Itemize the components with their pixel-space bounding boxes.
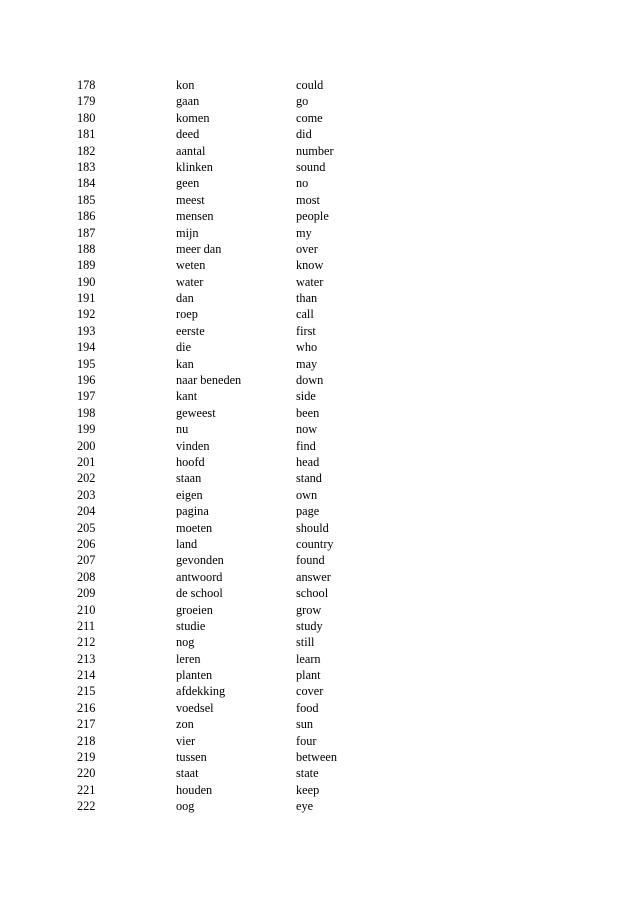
table-row [0, 405, 638, 421]
row-number: 213 [77, 651, 96, 666]
row-number: 180 [77, 110, 96, 125]
table-row [0, 208, 638, 224]
table-row [0, 93, 638, 109]
table-row [0, 552, 638, 568]
table-row [0, 683, 638, 699]
english-word: may [296, 356, 318, 371]
english-word: no [296, 176, 309, 191]
dutch-word: oog [176, 799, 195, 814]
table-row [0, 470, 638, 486]
table-row [0, 241, 638, 257]
dutch-word: hoofd [176, 454, 205, 469]
english-word: go [296, 94, 309, 109]
english-word: four [296, 733, 317, 748]
english-word: call [296, 307, 314, 322]
row-number: 193 [77, 323, 96, 338]
dutch-word: eerste [176, 323, 205, 338]
english-word: plant [296, 668, 321, 683]
dutch-word: gevonden [176, 553, 224, 568]
dutch-word: voedsel [176, 700, 214, 715]
dutch-word: weten [176, 258, 206, 273]
english-word: than [296, 291, 318, 306]
row-number: 205 [77, 520, 96, 535]
table-row [0, 602, 638, 618]
english-word: first [296, 323, 316, 338]
table-row [0, 634, 638, 650]
table-row [0, 159, 638, 175]
row-number: 215 [77, 684, 96, 699]
row-number: 202 [77, 471, 96, 486]
row-number: 217 [77, 717, 96, 732]
table-row [0, 323, 638, 339]
english-word: people [296, 209, 329, 224]
table-row [0, 749, 638, 765]
english-word: cover [296, 684, 324, 699]
dutch-word: geen [176, 176, 200, 191]
english-word: grow [296, 602, 322, 617]
table-row [0, 372, 638, 388]
table-row [0, 487, 638, 503]
dutch-word: dan [176, 291, 194, 306]
row-number: 190 [77, 274, 96, 289]
table-row [0, 569, 638, 585]
english-word: state [296, 766, 319, 781]
english-word: study [296, 618, 323, 633]
dutch-word: naar beneden [176, 373, 242, 388]
row-number: 207 [77, 553, 96, 568]
table-row [0, 782, 638, 798]
row-number: 208 [77, 569, 96, 584]
table-row [0, 454, 638, 470]
table-row [0, 225, 638, 241]
dutch-word: studie [176, 618, 206, 633]
row-number: 189 [77, 258, 96, 273]
table-row [0, 274, 638, 290]
row-number: 211 [77, 618, 95, 633]
dutch-word: nog [176, 635, 195, 650]
table-row [0, 765, 638, 781]
row-number: 195 [77, 356, 96, 371]
english-word: stand [296, 471, 322, 486]
table-row [0, 798, 638, 814]
english-word: learn [296, 651, 321, 666]
english-word: know [296, 258, 324, 273]
word-list-table [0, 77, 638, 815]
row-number: 216 [77, 700, 96, 715]
english-word: own [296, 487, 318, 502]
row-number: 184 [77, 176, 96, 191]
row-number: 221 [77, 782, 96, 797]
english-word: answer [296, 569, 331, 584]
dutch-word: vier [176, 733, 196, 748]
english-word: been [296, 405, 320, 420]
english-word: come [296, 110, 323, 125]
dutch-word: deed [176, 127, 200, 142]
dutch-word: mijn [176, 225, 199, 240]
table-row [0, 356, 638, 372]
dutch-word: die [176, 340, 192, 355]
row-number: 209 [77, 586, 96, 601]
dutch-word: tussen [176, 750, 207, 765]
english-word: could [296, 78, 324, 92]
dutch-word: kan [176, 356, 194, 371]
row-number: 188 [77, 241, 96, 256]
english-word: who [296, 340, 318, 355]
dutch-word: komen [176, 110, 210, 125]
dutch-word: antwoord [176, 569, 223, 584]
table-row [0, 388, 638, 404]
table-row [0, 503, 638, 519]
dutch-word: groeien [176, 602, 213, 617]
dutch-word: staat [176, 766, 199, 781]
table-row [0, 667, 638, 683]
row-number: 201 [77, 454, 96, 469]
table-row [0, 143, 638, 159]
table-row [0, 192, 638, 208]
row-number: 198 [77, 405, 96, 420]
table-row [0, 306, 638, 322]
dutch-word: klinken [176, 159, 213, 174]
row-number: 220 [77, 766, 96, 781]
english-word: page [296, 504, 320, 519]
row-number: 212 [77, 635, 96, 650]
table-row [0, 585, 638, 601]
dutch-word: land [176, 536, 198, 551]
dutch-word: zon [176, 717, 194, 732]
table-row [0, 716, 638, 732]
english-word: down [296, 373, 324, 388]
row-number: 199 [77, 422, 96, 437]
row-number: 179 [77, 94, 96, 109]
dutch-word: gaan [176, 94, 200, 109]
english-word: now [296, 422, 318, 437]
table-row [0, 175, 638, 191]
dutch-word: de school [176, 586, 223, 601]
dutch-word: houden [176, 782, 213, 797]
dutch-word: moeten [176, 520, 213, 535]
table-row [0, 733, 638, 749]
row-number: 183 [77, 159, 96, 174]
english-word: food [296, 700, 319, 715]
english-word: number [296, 143, 334, 158]
dutch-word: meest [176, 192, 205, 207]
table-row [0, 77, 638, 93]
dutch-word: mensen [176, 209, 214, 224]
dutch-word: roep [176, 307, 198, 322]
row-number: 194 [77, 340, 96, 355]
english-word: find [296, 438, 316, 453]
english-word: should [296, 520, 329, 535]
dutch-word: water [176, 274, 204, 289]
row-number: 218 [77, 733, 96, 748]
row-number: 196 [77, 373, 96, 388]
english-word: sound [296, 159, 326, 174]
row-number: 197 [77, 389, 96, 404]
dutch-word: vinden [176, 438, 210, 453]
table-row [0, 618, 638, 634]
row-number: 204 [77, 504, 96, 519]
row-number: 206 [77, 536, 96, 551]
dutch-word: staan [176, 471, 202, 486]
row-number: 185 [77, 192, 96, 207]
english-word: side [296, 389, 316, 404]
dutch-word: nu [176, 422, 189, 437]
row-number: 219 [77, 750, 96, 765]
table-row [0, 110, 638, 126]
table-row [0, 257, 638, 273]
english-word: still [296, 635, 315, 650]
english-word: water [296, 274, 324, 289]
table-row [0, 126, 638, 142]
row-number: 187 [77, 225, 96, 240]
english-word: found [296, 553, 325, 568]
row-number: 210 [77, 602, 96, 617]
english-word: sun [296, 717, 314, 732]
dutch-word: leren [176, 651, 201, 666]
english-word: between [296, 750, 337, 765]
dutch-word: kon [176, 78, 195, 92]
row-number: 192 [77, 307, 96, 322]
row-number: 200 [77, 438, 96, 453]
dutch-word: aantal [176, 143, 206, 158]
table-row [0, 339, 638, 355]
english-word: head [296, 454, 320, 469]
table-row [0, 520, 638, 536]
table-row [0, 438, 638, 454]
row-number: 214 [77, 668, 96, 683]
row-number: 222 [77, 799, 96, 814]
table-row [0, 700, 638, 716]
dutch-word: meer dan [176, 241, 222, 256]
dutch-word: eigen [176, 487, 203, 502]
dutch-word: afdekking [176, 684, 226, 699]
table-row [0, 651, 638, 667]
dutch-word: kant [176, 389, 198, 404]
english-word: eye [296, 799, 314, 814]
row-number: 186 [77, 209, 96, 224]
table-row [0, 536, 638, 552]
english-word: keep [296, 782, 320, 797]
dutch-word: planten [176, 668, 213, 683]
english-word: most [296, 192, 320, 207]
english-word: my [296, 225, 312, 240]
dutch-word: geweest [176, 405, 216, 420]
english-word: over [296, 241, 318, 256]
row-number: 181 [77, 127, 96, 142]
row-number: 182 [77, 143, 96, 158]
table-row [0, 421, 638, 437]
english-word: country [296, 536, 334, 551]
dutch-word: pagina [176, 504, 209, 519]
row-number: 203 [77, 487, 96, 502]
row-number: 191 [77, 291, 96, 306]
table-row [0, 290, 638, 306]
english-word: school [296, 586, 329, 601]
english-word: did [296, 127, 312, 142]
row-number: 178 [77, 78, 96, 92]
